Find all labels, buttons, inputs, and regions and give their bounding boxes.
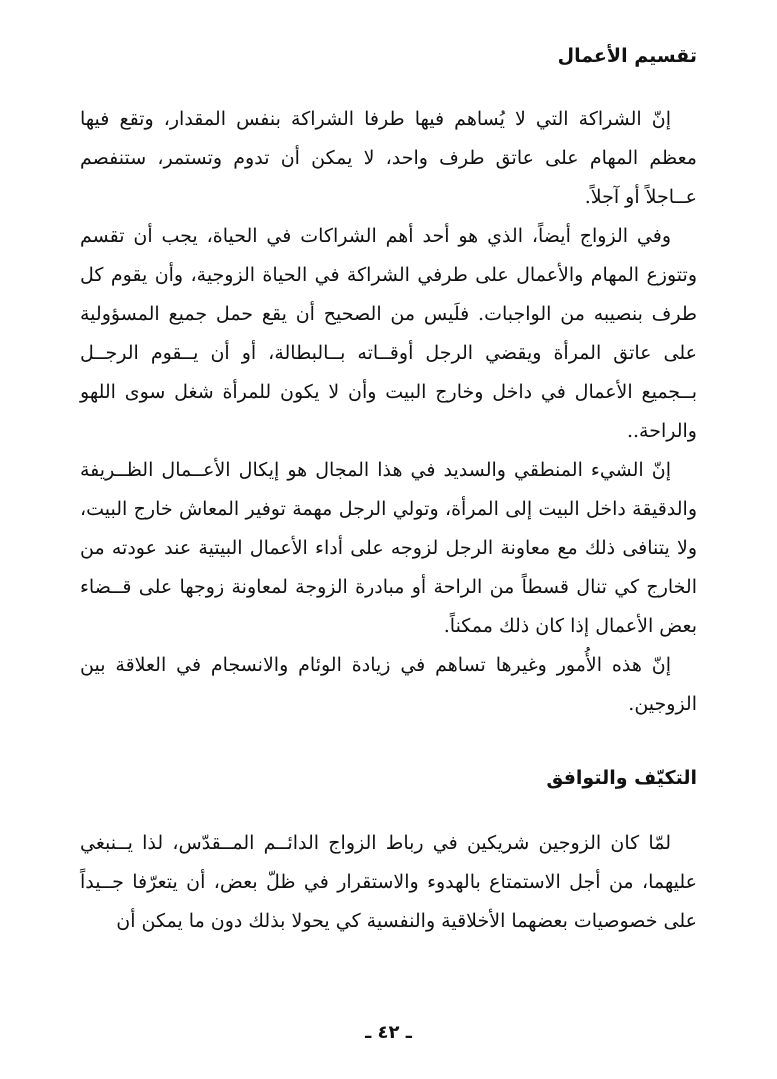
paragraph: وفي الزواج أيضاً، الذي هو أحد أهم الشراكات في الحياة، يجب أن تقسم وتتوزع المهام والأعمال على طرفي الشراكة في الحياة الزوجية، وأن يقوم كل طرف بنصيبه من الواجبات. فلَيس من الصحيح أن يقع حمل جميع المسؤولية على عاتق المرأة ويقضي الرجل أوقــاته بــالبطالة، أو أن يــقوم الرجــل بــجميع الأعمال في داخل وخارج البيت وأن لا يكون للمرأة شغل سوى اللهو والراحة.. [80, 225, 697, 442]
section-heading-adaptation: التكيّف والتوافق [546, 767, 697, 789]
paragraph: إنّ الشراكة التي لا يُساهم فيها طرفا الشراكة بنفس المقدار، وتقع فيها معظم المهام على عاتق طرف واحد، لا يمكن أن تدوم وتستمر، ستنفصم عــاجلاً أو آجلاً. [80, 108, 697, 208]
paragraph: إنّ هذه الأُمور وغيرها تساهم في زيادة الوئام والانسجام في العلاقة بين الزوجين. [80, 654, 697, 715]
section-heading-division-of-work: تقسيم الأعمال [557, 45, 697, 67]
page-number: ـ ٤٢ ـ [365, 1022, 412, 1043]
page-content [80, 40, 697, 941]
paragraph: إنّ الشيء المنطقي والسديد في هذا المجال هو إيكال الأعــمال الظــريفة والدقيقة داخل البيت إلى المرأة، وتولي الرجل مهمة توفير المعاش خارج البيت، ولا يتنافى ذلك مع معاونة الرجل لزوجه على أداء الأعمال البيتية عند عودته من الخارج كي تنال قسطاً من الراحة أو مبادرة الزوجة لمعاونة زوجها على قــضاء بعض الأعمال إذا كان ذلك ممكناً. [80, 459, 697, 637]
paragraph: لمّا كان الزوجين شريكين في رباط الزواج الدائــم المــقدّس، لذا يــنبغي عليهما، من أجل الاستمتاع بالهدوء والاستقرار في ظلّ بعض، أن يتعرّفا جــيداً على خصوصيات بعضهما الأخلاقية والنفسية كي يحولا بذلك دون ما يمكن أن [80, 832, 697, 932]
